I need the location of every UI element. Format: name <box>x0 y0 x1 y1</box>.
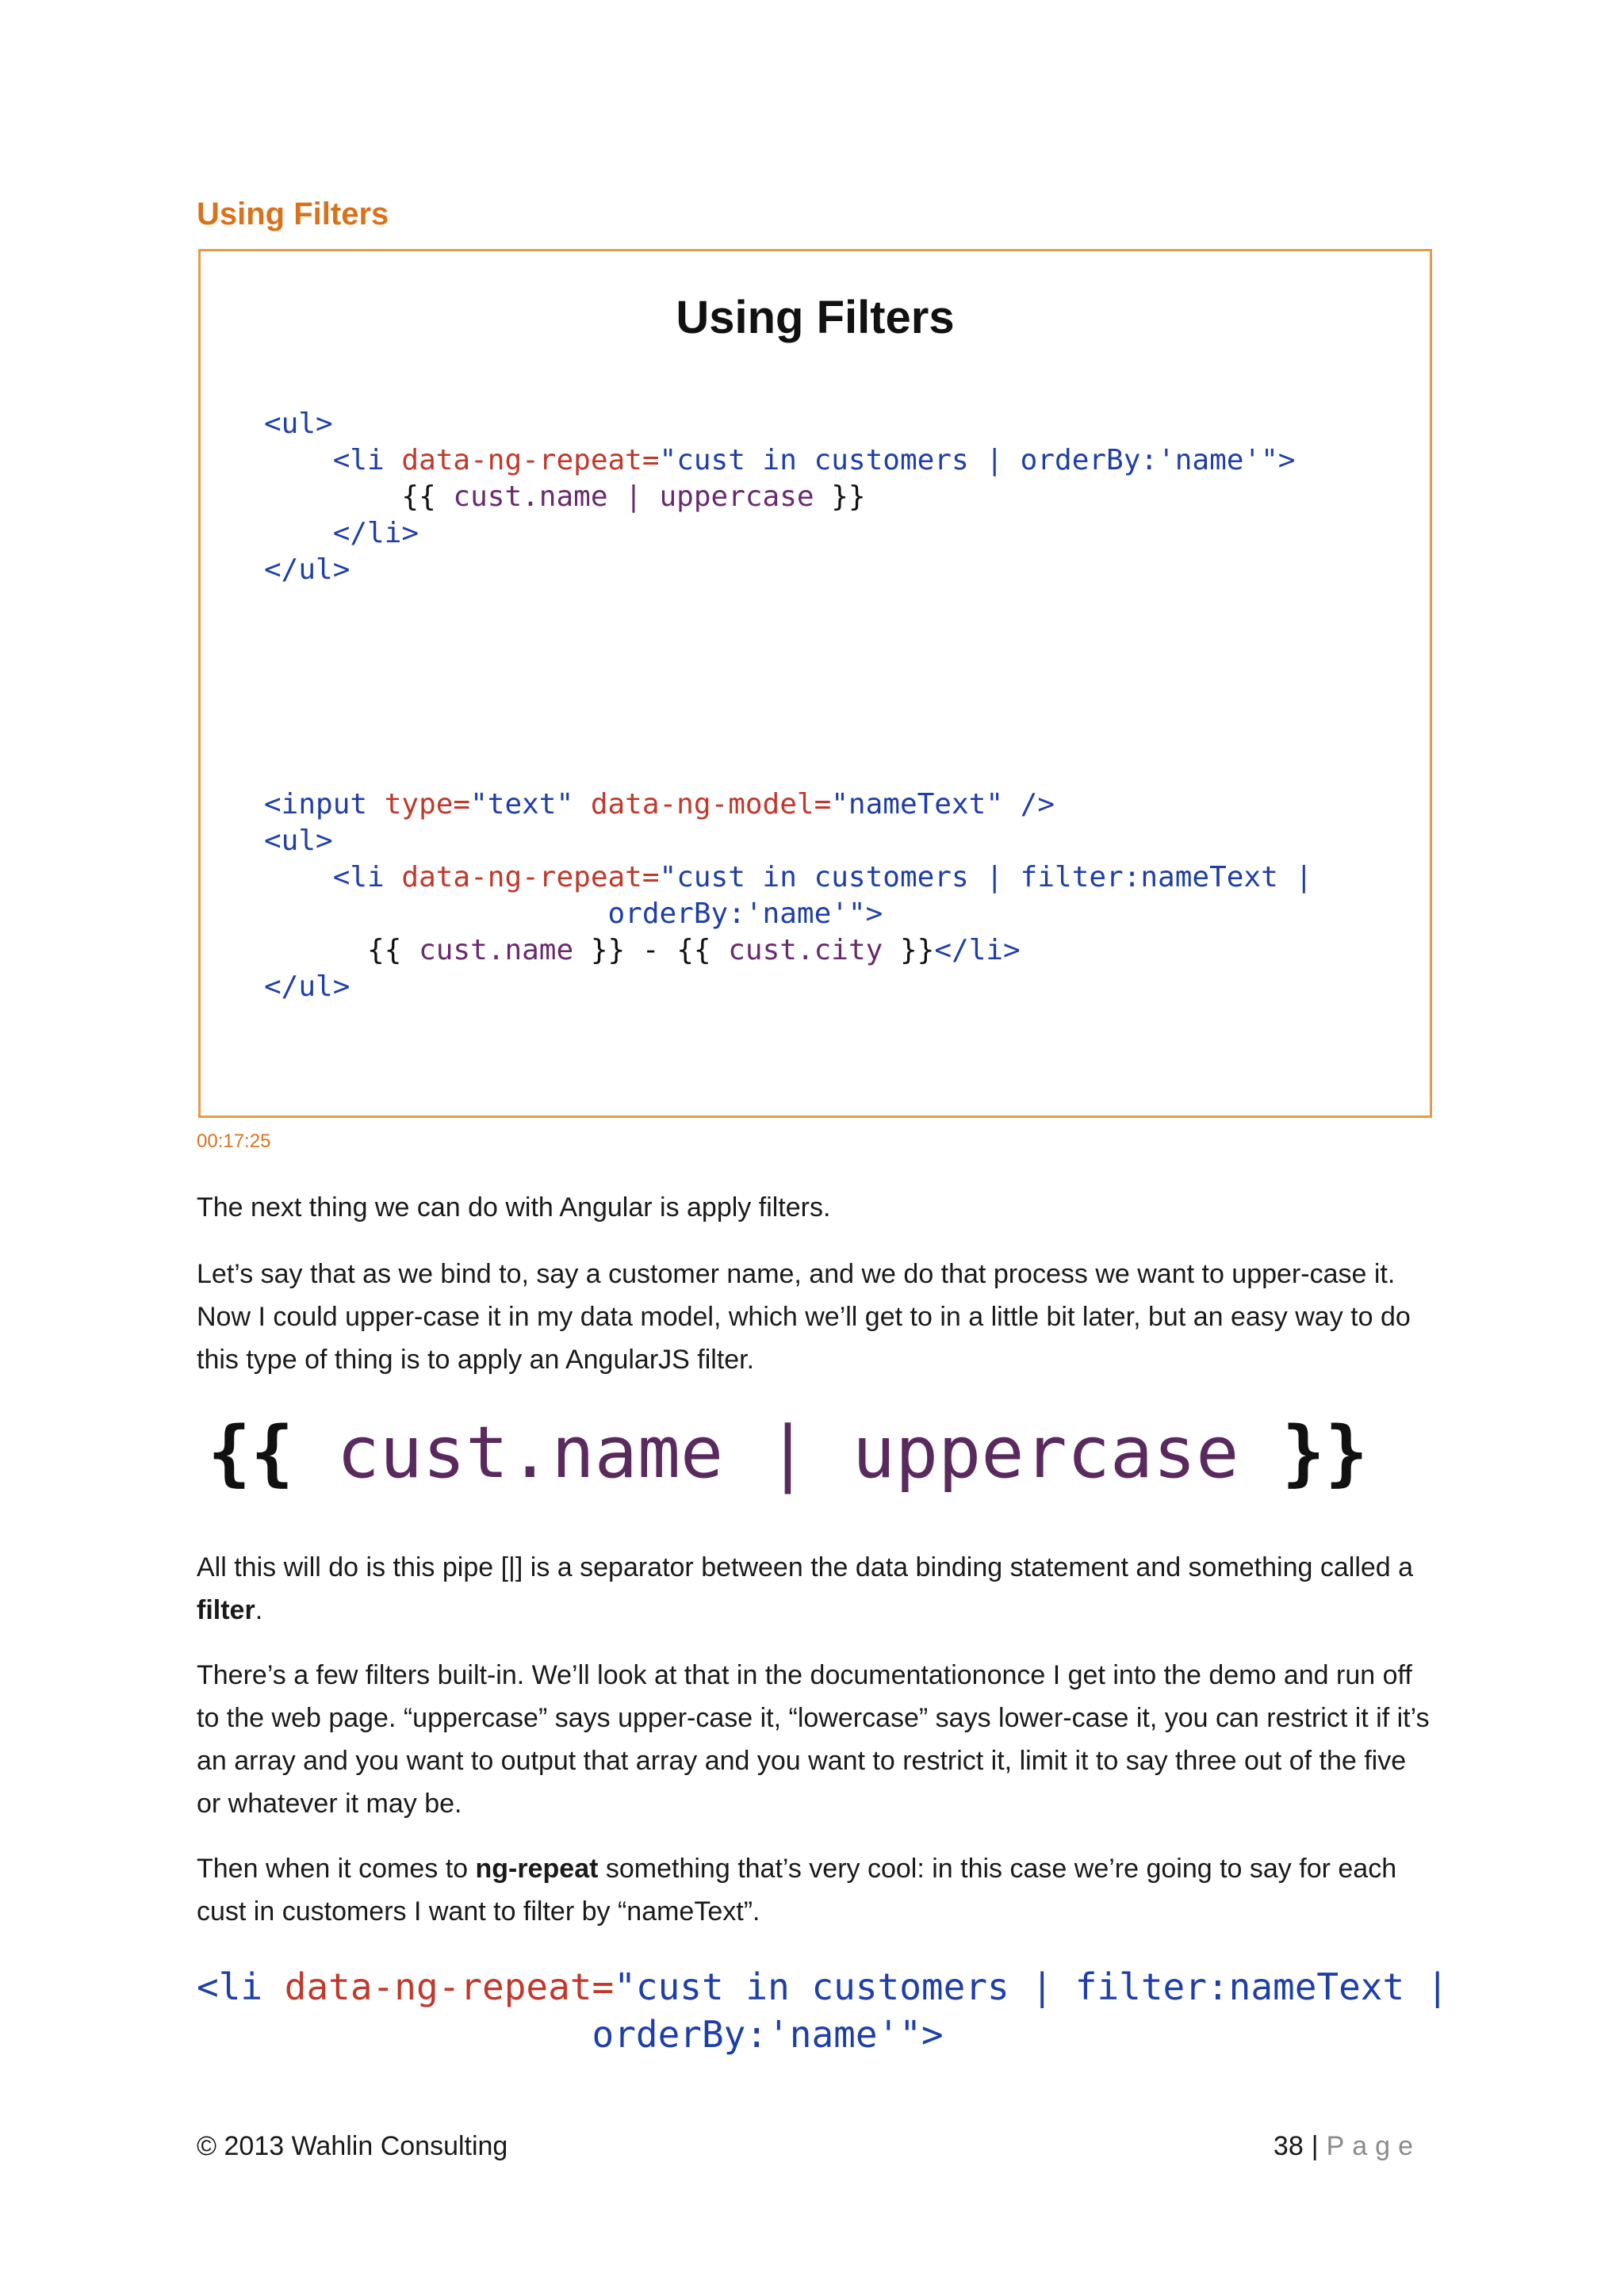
code-line: </li> <box>332 517 419 549</box>
code-line: {{ cust.name | uppercase }} <box>401 480 866 513</box>
code-line: <li data-ng-repeat="cust in customers | filter:nameText | <box>197 1965 1449 2008</box>
code-line: orderBy:'name'"> <box>607 897 883 930</box>
code-snippet-uppercase: {{ cust.name | uppercase }} <box>208 1411 1369 1494</box>
paragraph-intro: The next thing we can do with Angular is apply filters. <box>197 1192 831 1223</box>
code-line: </ul> <box>264 970 350 1003</box>
slide-code-block-2 <box>264 786 1312 1005</box>
video-timestamp: 00:17:25 <box>197 1131 271 1152</box>
paragraph-uppercase: Let’s say that as we bind to, say a customer name, and we do that process we want to upper-case it. Now I could upper-case it in my data model, which we’ll get to in a little bit later, but an easy way to do this type of thing is to apply an AngularJS filter. <box>197 1259 1411 1375</box>
code-line: orderBy:'name'"> <box>592 2013 944 2056</box>
paragraph-builtin-filters: There’s a few filters built-in. We’ll look at that in the documentationonce I get into the demo and run off to the web page. “uppercase” says upper-case it, “lowercase” says lower-case it, you can restrict it if it’s an array and you want to output that array and you want to restrict it, limit it to say three out of the five or whatever it may be. <box>197 1660 1430 1819</box>
code-line: </ul> <box>264 553 350 586</box>
footer-page-number: 38 | Page <box>1273 2131 1421 2161</box>
section-heading: Using Filters <box>197 197 389 232</box>
footer-copyright: © 2013 Wahlin Consulting <box>197 2131 508 2161</box>
code-line: <ul> <box>264 408 333 440</box>
code-snippet-ng-repeat <box>197 1963 1449 2058</box>
code-line: <ul> <box>264 825 333 857</box>
slide-image <box>198 249 1432 1118</box>
paragraph-ng-repeat: Then when it comes to ng-repeat something that’s very cool: in this case we’re going to say for each cust in customers I want to filter by “nameText”. <box>197 1854 1397 1927</box>
slide-code-block-1 <box>264 406 1295 588</box>
code-line: <li data-ng-repeat="cust in customers | orderBy:'name'"> <box>332 444 1296 476</box>
paragraph-pipe: All this will do is this pipe [|] is a separator between the data binding statement and something called a filter. <box>197 1552 1414 1625</box>
code-line: <li data-ng-repeat="cust in customers | filter:nameText | <box>332 861 1313 894</box>
code-line: {{ cust.name }} - {{ cust.city }}</li> <box>367 934 1021 966</box>
slide-title: Using Filters <box>676 292 955 343</box>
code-line: <input type="text" data-ng-model="nameText" /> <box>264 788 1055 821</box>
